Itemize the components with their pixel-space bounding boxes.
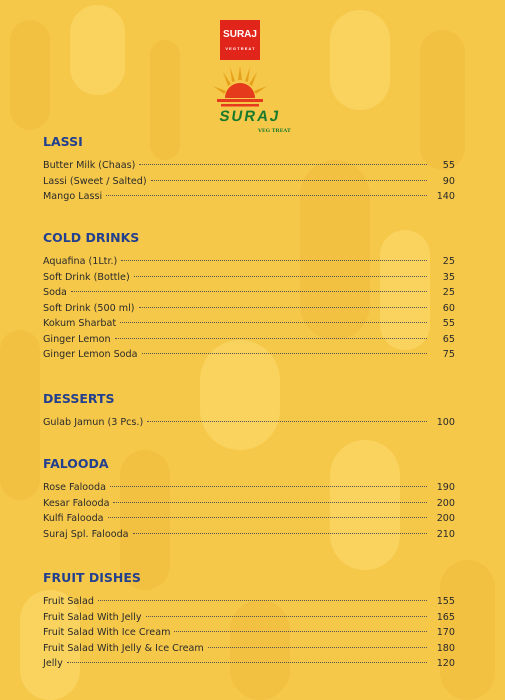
logo-brand-name: SURAJ [218,108,282,125]
menu-item [43,656,455,672]
menu-item [43,270,455,286]
menu-item [43,158,455,174]
item-price: 170 [436,627,455,638]
item-price: 55 [442,160,455,171]
item-price: 180 [436,642,455,654]
menu-section-desserts [43,391,455,431]
dot-leader [142,353,427,354]
dot-leader [208,647,427,648]
item-name: Soft Drink (500 ml) [43,302,135,314]
item-price: 75 [442,349,455,360]
dot-leader [133,533,427,534]
section-title: LASSI [43,134,83,149]
item-name: Aquafina (1Ltr.) [43,256,118,267]
item-price: 60 [442,302,455,314]
item-name: Rose Falooda [43,482,106,493]
dot-leader [139,307,427,308]
item-name: Soft Drink (Bottle) [43,271,130,283]
item-name: Suraj Spl. Falooda [43,528,129,540]
item-price: 155 [436,596,455,607]
dot-leader [108,517,427,518]
dot-leader [106,195,427,196]
menu-item [43,641,455,657]
menu-item [43,511,455,527]
dot-leader [151,180,427,181]
item-name: Ginger Lemon [43,333,111,345]
item-name: Fruit Salad [43,596,94,607]
item-price: 200 [436,497,455,509]
menu-item [43,625,455,641]
dot-leader [67,662,427,663]
dot-leader [147,421,427,422]
item-name: Kulfi Falooda [43,513,104,524]
dot-leader [110,486,427,487]
logo-badge-text: SURAJ [223,29,257,40]
item-price: 190 [436,482,455,493]
item-name: Kokum Sharbat [43,318,117,329]
menu-item [43,594,455,610]
logo-tagline: VEG TREAT [258,128,291,134]
menu-item [43,610,455,626]
menu-item [43,316,455,332]
item-price: 90 [442,175,455,187]
menu-section-fruit-dishes [43,570,455,672]
dot-leader [146,616,427,617]
item-name: Fruit Salad With Jelly & Ice Cream [43,642,204,654]
sun-icon [211,64,269,108]
menu-item [43,174,455,190]
section-title: COLD DRINKS [43,230,140,245]
menu-item [43,254,455,270]
dot-leader [113,502,427,503]
dot-leader [120,322,427,323]
menu-item [43,496,455,512]
menu-item [43,480,455,496]
menu-item [43,347,455,363]
item-price: 100 [436,417,455,428]
item-price: 25 [442,256,455,267]
item-price: 55 [442,318,455,329]
item-name: Mango Lassi [43,191,103,202]
item-name: Kesar Falooda [43,497,110,509]
item-price: 210 [436,528,455,540]
section-title: DESSERTS [43,391,115,406]
menu-section-lassi [43,134,455,205]
menu-item [43,285,455,301]
item-name: Fruit Salad With Ice Cream [43,627,171,638]
menu-item [43,189,455,205]
item-name: Fruit Salad With Jelly [43,611,142,623]
item-name: Lassi (Sweet / Salted) [43,175,147,187]
item-price: 200 [436,513,455,524]
item-name: Gulab Jamun (3 Pcs.) [43,417,144,428]
dot-leader [71,291,427,292]
item-price: 140 [436,191,455,202]
item-name: Ginger Lemon Soda [43,349,138,360]
menu-item [43,527,455,543]
item-name: Soda [43,287,67,298]
item-price: 165 [436,611,455,623]
restaurant-logo [200,20,300,134]
dot-leader [174,631,427,632]
menu-item [43,332,455,348]
menu-item [43,301,455,317]
dot-leader [134,276,427,277]
item-name: Butter Milk (Chaas) [43,160,136,171]
dot-leader [139,164,427,165]
item-name: Jelly [43,658,63,669]
item-price: 35 [442,271,455,283]
logo-badge [220,20,260,60]
item-price: 120 [436,658,455,669]
menu-section-cold-drinks [43,230,455,363]
dot-leader [115,338,427,339]
dot-leader [121,260,427,261]
item-price: 65 [442,333,455,345]
section-title: FRUIT DISHES [43,570,141,585]
item-price: 25 [442,287,455,298]
logo-badge-subtext: V E G T R E A T [225,46,255,51]
dot-leader [98,600,427,601]
menu-item [43,415,455,431]
menu-section-falooda [43,456,455,542]
section-title: FALOODA [43,456,109,471]
